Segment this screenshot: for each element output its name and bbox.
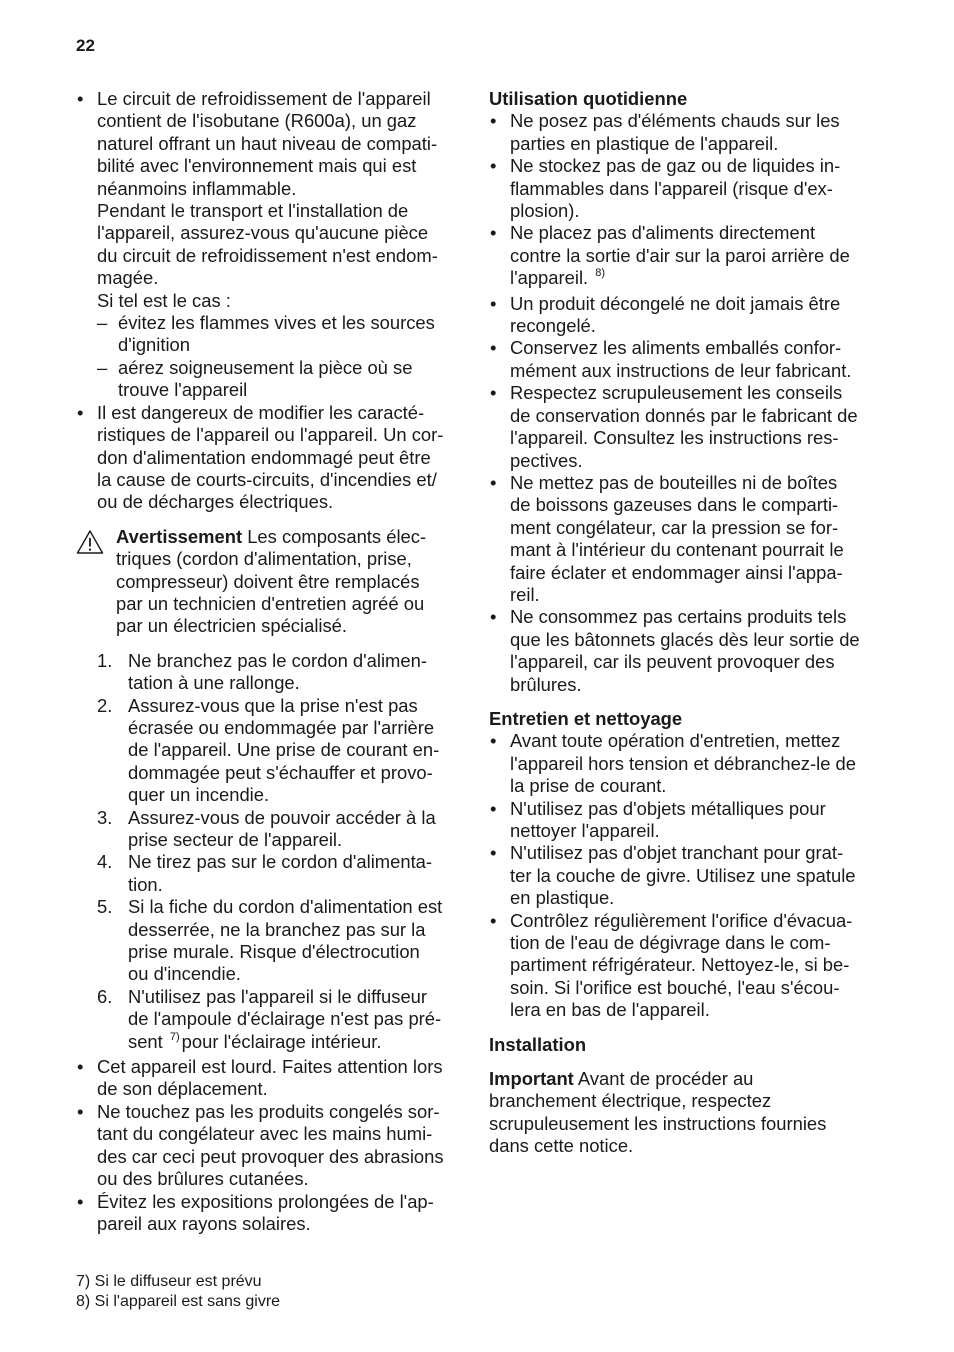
section-heading: Installation xyxy=(489,1033,587,1055)
list-item: • Évitez les expositions prolongées de l'ap- pareil aux rayons solaires. xyxy=(76,1191,468,1236)
list-item: • Ne mettez pas de bouteilles ni de boîtes de boissons gazeuses dans le comparti- ment congélateur, car la pression se for- mant à l'intérieur du contenant pourrait le faire éclater et endommager ainsi l'appa- reil. xyxy=(489,472,881,606)
list-item: • Ne consommez pas certains produits tels que les bâtonnets glacés dès leur sortie de l'appareil, car ils peuvent provoquer des brûlures. xyxy=(489,606,881,696)
list-item: • Cet appareil est lourd. Faites attention lors de son déplacement. xyxy=(76,1056,468,1101)
list-item: • Ne touchez pas les produits congelés sor- tant du congélateur avec les mains humi- des car ceci peut provoquer des abrasions ou des brûlures cutanées. xyxy=(76,1101,468,1191)
numbered-item: 5. Si la fiche du cordon d'alimentation est desserrée, ne la branchez pas sur la prise murale. Risque d'électrocution ou d'incendie. xyxy=(97,896,443,985)
list-item: • Le circuit de refroidissement de l'appareil contient de l'isobutane (R600a), un gaz naturel offrant un haut niveau de compati- bilité avec l'environnement mais qui est néanmoins inflammable. Pendant le transport et l'installation de l'appareil, assurez-vous qu'aucune pièce du circuit de refroidissement n'est endom- magée. Si tel est le cas : – évitez les flammes vives et les sources d'ignition – aérez soigneusement la pièce où se trouve l'appareil xyxy=(76,88,468,402)
numbered-item: 3. Assurez-vous de pouvoir accéder à la prise secteur de l'appareil. xyxy=(97,806,436,850)
right-column xyxy=(489,88,881,1158)
footnote-ref: 7) xyxy=(169,1030,180,1043)
footnotes xyxy=(76,1272,280,1312)
footnote-ref: 8) xyxy=(595,267,606,280)
left-column xyxy=(76,88,468,1235)
list-item: • Conservez les aliments emballés confor- mément aux instructions de leur fabricant. xyxy=(489,337,881,382)
list-item: • Contrôlez régulièrement l'orifice d'évacua- tion de l'eau de dégivrage dans le com- partiment réfrigérateur. Nettoyez-le, si be- soin. Si l'orifice est bouché, l'eau s'écou- lera en bas de l'appareil. xyxy=(489,910,881,1022)
important-label: Important xyxy=(489,1068,574,1090)
warning-triangle-icon xyxy=(76,529,104,555)
list-item: • Ne placez pas d'aliments directement contre la sortie d'air sur la paroi arrière de l'appareil. $^{8)}$ xyxy=(489,222,881,292)
section-heading: Entretien et nettoyage xyxy=(489,707,683,729)
list-item: • Avant toute opération d'entretien, mettez l'appareil hors tension et débranchez-le de la prise de courant. xyxy=(489,730,881,797)
footnote: 7) Si le diffuseur est prévu xyxy=(76,1273,262,1290)
numbered-item: 4. Ne tirez pas sur le cordon d'alimenta- tion. xyxy=(97,851,433,895)
list-item: • N'utilisez pas d'objets métalliques pour nettoyer l'appareil. xyxy=(489,798,881,843)
footnote: 8) Si l'appareil est sans givre xyxy=(76,1293,281,1310)
list-item: – évitez les flammes vives et les sources d'ignition xyxy=(97,312,468,357)
warning-block: Avertissement Les composants élec- triques (cordon d'alimentation, prise, compresseur) doivent être remplacés par un technicien d'entretien agréé ou par un électricien spécialisé. xyxy=(76,526,468,638)
list-item: • Un produit décongelé ne doit jamais être recongelé. xyxy=(489,293,881,338)
list-item: • N'utilisez pas d'objet tranchant pour grat- ter la couche de givre. Utilisez une spatule en plastique. xyxy=(489,842,881,909)
list-item: • Ne stockez pas de gaz ou de liquides in- flammables dans l'appareil (risque d'ex- plosion). xyxy=(489,155,881,222)
important-note: Important Avant de procéder au branchement électrique, respectez scrupuleusement les instructions fournies dans cette notice. xyxy=(489,1068,827,1157)
numbered-item: 6. N'utilisez pas l'appareil si le diffuseur de l'ampoule d'éclairage n'est pas pré- sent $^{7)}$ pour l'éclairage intérieur. xyxy=(97,985,442,1052)
list-item: • Il est dangereux de modifier les caracté- ristiques de l'appareil ou l'appareil. Un cor- don d'alimentation endommagé peut être la cause de courts-circuits, d'incendies et/ ou de décharges électriques. xyxy=(76,402,468,514)
page-number: 22 xyxy=(76,36,95,55)
list-item: – aérez soigneusement la pièce où se trouve l'appareil xyxy=(97,357,468,402)
numbered-item: 2. Assurez-vous que la prise n'est pas écrasée ou endommagée par l'arrière de l'appareil. Une prise de courant en- dommagée peut s'échauffer et provo- quer un incendie. xyxy=(97,694,440,806)
section-heading: Utilisation quotidienne xyxy=(489,88,688,109)
list-item: • Ne posez pas d'éléments chauds sur les parties en plastique de l'appareil. xyxy=(489,110,881,155)
warning-label: Avertissement xyxy=(116,525,243,547)
list-item: • Respectez scrupuleusement les conseils de conservation donnés par le fabricant de l'appareil. Consultez les instructions res- pectives. xyxy=(489,382,881,472)
numbered-item: 1. Ne branchez pas le cordon d'alimen- tation à une rallonge. xyxy=(97,649,427,694)
